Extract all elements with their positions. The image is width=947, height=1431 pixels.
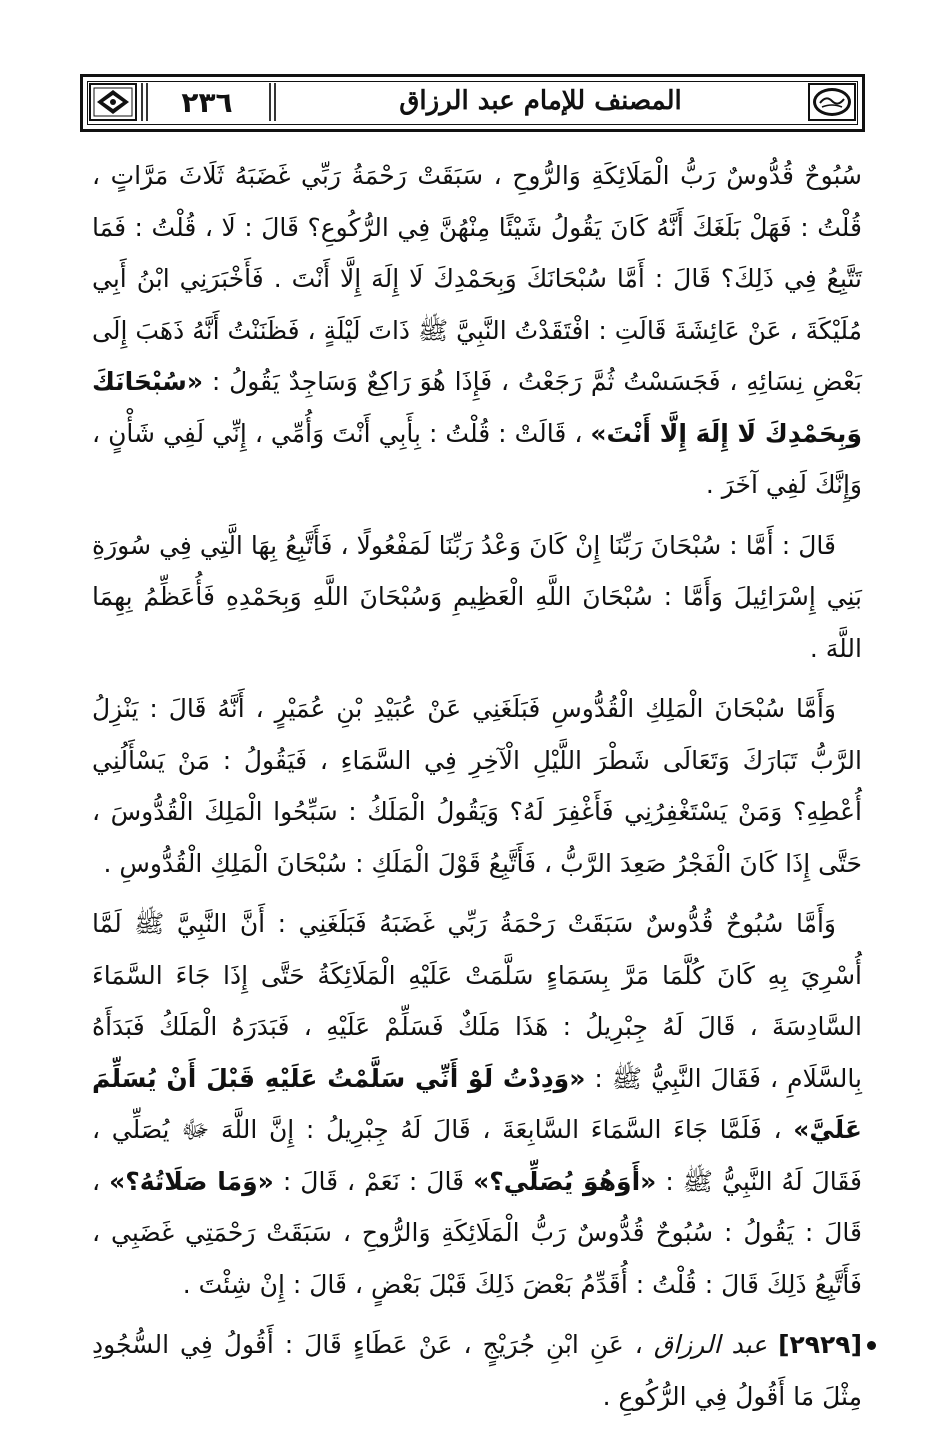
book-seal-logo [808,83,856,121]
paragraph [92,520,862,675]
text-segment: ، قَالَ : يَقُولُ : سُبُوحٌ قُدُّوسٌ رَبُّ الْمَلَائِكَةِ وَالرُّوحِ ، سَبَقَتْ رَحْمَتِي غَضَبِي ، فَأَتَّبِعُ ذَلِكَ قَالَ : قُلْتُ : أُقَدِّمُ بَعْضَ ذَلِكَ قَبْلَ بَعْضٍ ، قَالَ : إِنْ شِئْتَ . [92,1166,862,1299]
text-segment: قَالَ : نَعَمْ ، قَالَ : [273,1166,474,1196]
text-segment: ، قَالَتْ : قُلْتُ : بِأَبِي أَنْتَ وَأُمِّي ، إِنِّي لَفِي شَأْنٍ ، وَإِنَّكَ لَفِي آخَرَ . [92,418,862,499]
text-segment-bold: «سُبْحَانَكَ وَبِحَمْدِكَ لَا إِلَهَ إِلَّا أَنْتَ» [92,367,862,448]
page-number: ٢٣٦ [181,85,233,119]
text-segment-bold: «أَوَهُوَ يُصَلِّي؟» [473,1166,657,1196]
text-segment: قَالَ : أَمَّا : سُبْحَانَ رَبِّنَا إِنْ كَانَ وَعْدُ رَبِّنَا لَمَفْعُولًا ، فَأَتَّبِعُ بِهَا الَّتِي فِي سُورَةِ بَنِي إِسْرَائِيلَ وَأَمَّا : سُبْحَانَ اللَّهِ الْعَظِيمِ وَسُبْحَانَ اللَّهِ وَبِحَمْدِهِ فَأُعَظِّمُ بِهِمَا اللَّهَ . [92,530,862,663]
paragraph [92,898,862,1310]
header-stripe-mid [269,83,279,121]
text-segment: سُبُوحٌ قُدُّوسٌ رَبُّ الْمَلَائِكَةِ وَالرُّوحِ ، سَبَقَتْ رَحْمَةُ رَبِّي غَضَبَهُ ثَلَاثَ مَرَّاتٍ ، قُلْتُ : فَهَلْ بَلَغَكَ أَنَّهُ كَانَ يَقُولُ شَيْئًا مِنْهُنَّ فِي الرُّكُوعِ؟ قَالَ : لَا ، قُلْتُ : فَمَا تَتَّبِعُ فِي ذَلِكَ؟ قَالَ : أَمَّا سُبْحَانَكَ وَبِحَمْدِكَ لَا إِلَهَ إِلَّا أَنْتَ . فَأَخْبَرَنِي ابْنُ أَبِي مُلَيْكَةَ ، عَنْ عَائِشَةَ قَالَتِ : افْتَقَدْتُ النَّبِيَّ ﷺ ذَاتَ لَيْلَةٍ ، فَظَنَنْتُ أَنَّهُ ذَهَبَ إِلَى بَعْضِ نِسَائِهِ ، فَجَسَسْتُ ثُمَّ رَجَعْتُ ، فَإِذَا هُوَ رَاكِعٌ وَسَاجِدٌ يَقُولُ : [92,161,862,396]
narrator-name: عبد الرزاق [653,1330,768,1359]
paragraph [92,150,862,511]
paragraph [92,683,862,889]
text-segment: وَأَمَّا سُبْحَانَ الْمَلِكِ الْقُدُّوسِ فَبَلَغَنِي عَنْ عُبَيْدِ بْنِ عُمَيْرٍ ، أَنَّهُ قَالَ : يَنْزِلُ الرَّبُّ تَبَارَكَ وَتَعَالَى شَطْرَ اللَّيْلِ الْآخِرِ فِي السَّمَاءِ ، فَيَقُولُ : مَنْ يَسْأَلُنِي أُعْطِهِ؟ وَمَنْ يَسْتَغْفِرُنِي فَأَغْفِرَ لَهُ؟ وَيَقُولُ الْمَلَكُ : سَبِّحُوا الْمَلِكَ الْقُدُّوسَ ، حَتَّى إِذَا كَانَ الْفَجْرُ صَعِدَ الرَّبُّ ، فَأَتَّبِعُ قَوْلَ الْمَلَكِ : سُبْحَانَ الْمَلِكِ الْقُدُّوسِ . [92,694,862,878]
hadith-text: ، عَنِ ابْنِ جُرَيْجٍ ، عَنْ عَطَاءٍ قَالَ : أَقُولُ فِي السُّجُودِ مِثْلَ مَا أَقُولُ فِي الرُّكُوعِ . [92,1330,862,1411]
text-segment-bold: «وَدِدْتُ لَوْ أَنِّي سَلَّمْتُ عَلَيْهِ قَبْلَ أَنْ يُسَلِّمَ عَلَيَّ» [92,1063,862,1144]
page-number-box [147,83,267,121]
text-segment-bold: «وَمَا صَلَاتُهُ؟» [109,1166,274,1196]
text-segment: وَأَمَّا سُبُوحٌ قُدُّوسٌ سَبَقَتْ رَحْمَةُ رَبِّي غَضَبَهُ فَبَلَغَنِي : أَنَّ النَّبِيَّ ﷺ لَمَّا أُسْرِيَ بِهِ كَانَ كُلَّمَا مَرَّ بِسَمَاءٍ سَلَّمَتْ عَلَيْهِ الْمَلَائِكَةُ حَتَّى إِذَا جَاءَ السَّمَاءَ السَّادِسَةَ ، قَالَ لَهُ جِبْرِيلُ : هَذَا مَلَكٌ فَسَلِّمْ عَلَيْهِ ، فَبَدَرَهُ الْمَلَكُ فَبَدَأَهُ بِالسَّلَامِ ، فَقَالَ النَّبِيُّ ﷺ : [92,909,862,1093]
hadith-number: [٢٩٢٩] [778,1330,863,1359]
body-text [92,150,862,1431]
running-title-box [283,81,798,121]
text-segment: ، فَلَمَّا جَاءَ السَّمَاءَ السَّابِعَةَ ، قَالَ لَهُ جِبْرِيلُ : إِنَّ اللَّهَ ﷻ يُصَلِّي ، فَقَالَ لَهُ النَّبِيُّ ﷺ : [92,1115,862,1196]
ornament-left-icon [89,83,137,121]
page-header [80,74,865,132]
running-title: المصنف للإمام عبد الرزاق [399,86,682,116]
bullet-icon [867,1341,876,1350]
hadith-entry [92,1319,862,1422]
